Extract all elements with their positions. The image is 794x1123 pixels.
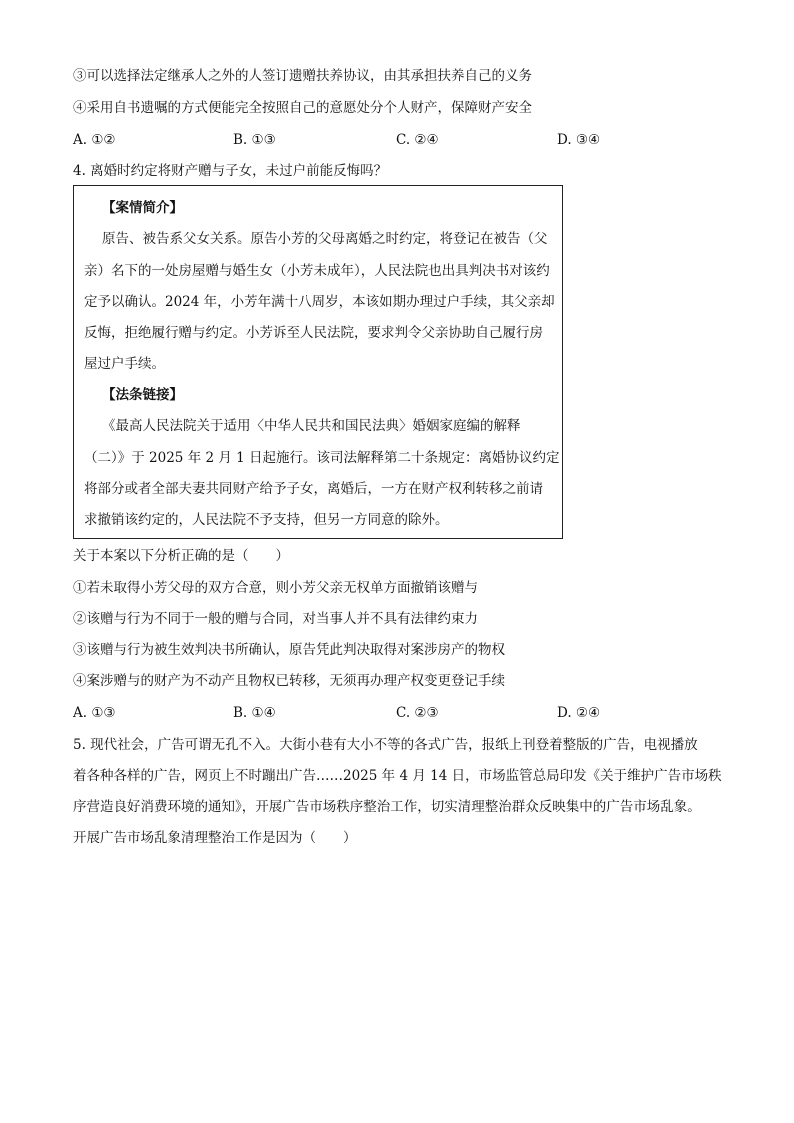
q3-option-d: D. ③④: [557, 132, 601, 148]
q4-option-c: C. ②③: [396, 705, 439, 721]
q4-item-1: ①若未取得小芳父母的双方合意，则小芳父亲无权单方面撤销该赠与: [73, 580, 478, 596]
q5-line-2: 着各种各样的广告，网页上不时蹦出广告……2025 年 4 月 14 日，市场监管总局印发《关于维护广告市场秩: [73, 768, 722, 784]
q4-stem: 4. 离婚时约定将财产赠与子女，未过户前能反悔吗？: [73, 163, 388, 179]
q5-line-3: 序营造良好消费环境的通知》，开展广告市场秩序整治工作，切实清理整治群众反映集中的广告市场乱象。: [73, 799, 701, 815]
q3-option-c: C. ②④: [396, 132, 439, 148]
q4-option-d: D. ②④: [557, 705, 601, 721]
q3-option-a: A. ①②: [73, 132, 116, 148]
q5-line-4: 开展广告市场乱象清理整治工作是因为（ ）: [73, 830, 357, 846]
q3-option-b: B. ①③: [233, 132, 276, 148]
q4-item-4: ④案涉赠与的财产为不动产且物权已转移，无须再办理产权变更登记手续: [73, 673, 505, 689]
q4-item-3: ③该赠与行为被生效判决书所确认，原告凭此判决取得对案涉房产的物权: [73, 642, 505, 658]
case-line-2: 亲）名下的一处房屋赠与婚生女（小芳未成年），人民法院也出具判决书对该约: [84, 263, 550, 279]
law-line-2: （二）》于 2025 年 2 月 1 日起施行。该司法解释第二十条规定：离婚协议约定: [84, 450, 560, 466]
case-heading: 【案情简介】: [102, 200, 183, 216]
case-line-4: 反悔，拒绝履行赠与约定。小芳诉至人民法院，要求判令父亲协助自己履行房: [84, 325, 543, 341]
law-line-1: 《最高人民法院关于适用〈中华人民共和国民法典〉婚姻家庭编的解释: [102, 418, 521, 434]
q3-item-4: ④采用自书遗嘱的方式便能完全按照自己的意愿处分个人财产，保障财产安全: [73, 100, 532, 116]
q4-option-b: B. ①④: [233, 705, 276, 721]
case-line-3: 定予以确认。2024 年，小芳年满十八周岁，本该如期办理过户手续，其父亲却: [84, 294, 555, 310]
q4-prompt: 关于本案以下分析正确的是（ ）: [73, 548, 289, 564]
law-line-4: 求撤销该约定的，人民法院不予支持，但另一方同意的除外。: [84, 512, 449, 528]
case-line-5: 屋过户手续。: [84, 356, 165, 372]
q3-item-3: ③可以选择法定继承人之外的人签订遗赠扶养协议，由其承担扶养自己的义务: [73, 68, 532, 84]
q5-line-1: 5. 现代社会，广告可谓无孔不入。大街小巷有大小不等的各式广告，报纸上刊登着整版的广告，电视播放: [73, 737, 698, 753]
case-line-1: 原告、被告系父女关系。原告小芳的父母离婚之时约定，将登记在被告（父: [102, 231, 548, 247]
law-heading: 【法条链接】: [102, 387, 183, 403]
case-material-box: [73, 185, 563, 539]
q4-option-a: A. ①③: [73, 705, 116, 721]
law-line-3: 将部分或者全部夫妻共同财产给予子女，离婚后，一方在财产权利转移之前请: [84, 481, 543, 497]
q4-item-2: ②该赠与行为不同于一般的赠与合同，对当事人并不具有法律约束力: [73, 611, 478, 627]
